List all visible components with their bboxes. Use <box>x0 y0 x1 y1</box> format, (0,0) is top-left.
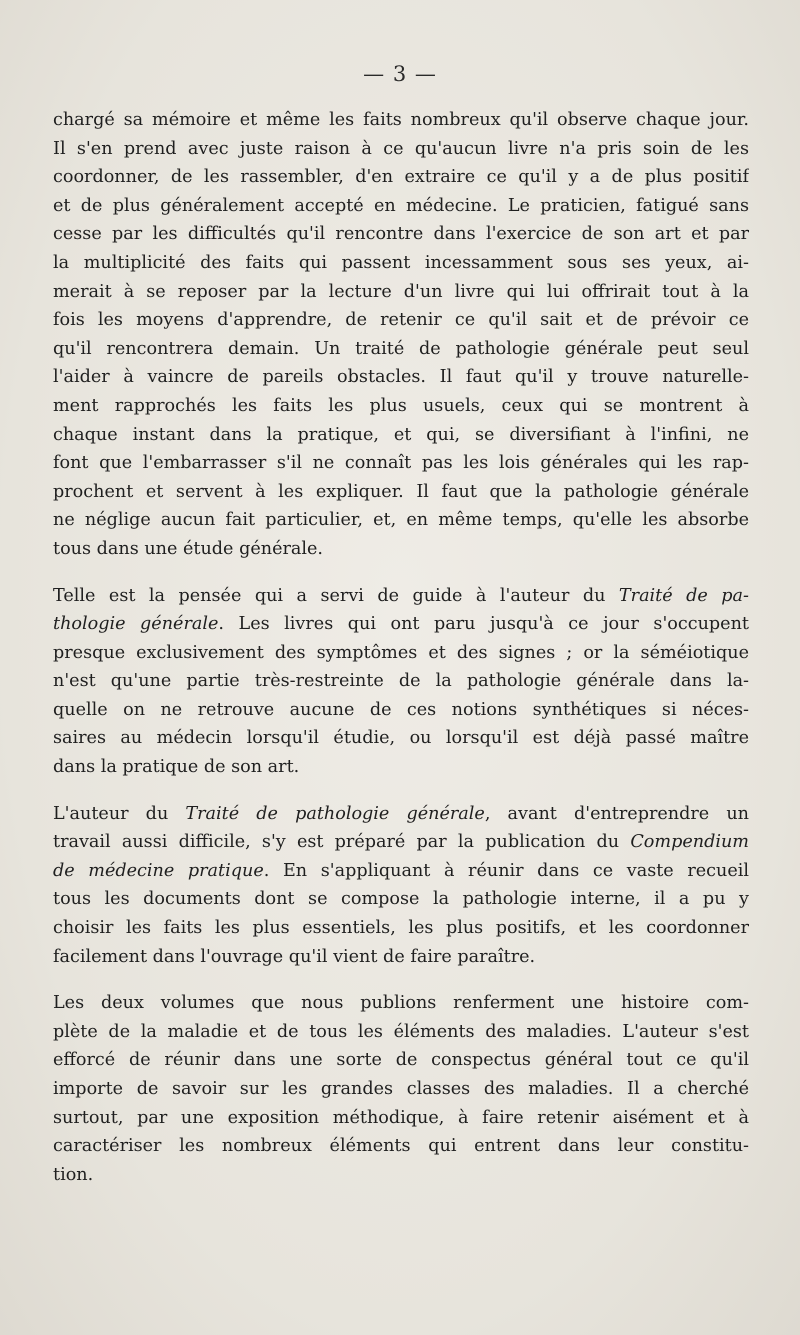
paragraph-4 <box>53 989 749 1189</box>
text-run: L'auteur du <box>53 803 186 824</box>
text-line: tion. <box>53 1164 94 1185</box>
text-line: plète de la maladie et de tous les éléments des maladies. L'auteur s'est <box>53 1021 749 1042</box>
text-line: tous les documents dont se compose la pathologie interne, il a pu y <box>53 889 749 910</box>
italic-title-run: Traité de pathologie générale <box>185 803 485 824</box>
text-line: efforcé de réunir dans une sorte de conspectus général tout ce qu'il <box>53 1050 749 1071</box>
text-line: la multiplicité des faits qui passent incessamment sous ses yeux, ai- <box>53 252 749 273</box>
text-line: prochent et servent à les expliquer. Il faut que la pathologie générale <box>53 481 749 502</box>
text-line: saires au médecin lorsqu'il étudie, ou lorsqu'il est déjà passé maître <box>53 728 749 749</box>
italic-title-run: de médecine pratique <box>53 860 264 881</box>
text-line: caractériser les nombreux éléments qui entrent dans leur constitu- <box>53 1136 749 1157</box>
text-line: cesse par les difficultés qu'il rencontre dans l'exercice de son art et par <box>53 224 749 245</box>
text-line: tous dans une étude générale. <box>53 538 324 559</box>
text-run: . En s'appliquant à réunir dans ce vaste recueil <box>263 860 749 881</box>
text-line: surtout, par une exposition méthodique, à faire retenir aisément et à <box>53 1107 749 1128</box>
body-text <box>53 106 749 1189</box>
paragraph-3 <box>53 800 749 972</box>
italic-title-run: thologie générale <box>53 614 219 635</box>
text-line: presque exclusivement des symptômes et des signes ; or la séméiotique <box>53 642 749 663</box>
paragraph-2 <box>53 582 749 782</box>
text-line <box>53 800 749 829</box>
text-line: quelle on ne retrouve aucune de ces notions synthétiques si néces- <box>53 699 749 720</box>
italic-title-run: Compendium <box>630 832 749 853</box>
text-line: n'est qu'une partie très-restreinte de la pathologie générale dans la- <box>53 671 749 692</box>
text-run: . Les livres qui ont paru jusqu'à ce jour s'occupent <box>218 614 749 635</box>
text-line <box>53 857 749 886</box>
text-line: ment rapprochés les faits les plus usuels, ceux qui se montrent à <box>53 395 749 416</box>
text-line: Il s'en prend avec juste raison à ce qu'aucun livre n'a pris soin de les <box>53 138 749 159</box>
text-line: font que l'embarrasser s'il ne connaît pas les lois générales qui les rap- <box>53 453 749 474</box>
text-line <box>53 610 749 639</box>
text-line: Les deux volumes que nous publions renferment une histoire com- <box>53 993 749 1014</box>
text-line <box>53 828 749 857</box>
text-line: choisir les faits les plus essentiels, les plus positifs, et les coordonner <box>53 918 749 939</box>
text-run: travail aussi difficile, s'y est préparé par la publication du <box>53 832 631 853</box>
text-line: l'aider à vaincre de pareils obstacles. Il faut qu'il y trouve naturelle- <box>53 367 749 388</box>
text-line: qu'il rencontrera demain. Un traité de pathologie générale peut seul <box>53 338 749 359</box>
text-line <box>53 582 749 611</box>
text-line: facilement dans l'ouvrage qu'il vient de faire paraître. <box>53 946 536 967</box>
text-line: importe de savoir sur les grandes classes des maladies. Il a cherché <box>53 1079 749 1099</box>
text-line: et de plus généralement accepté en médecine. Le praticien, fatigué sans <box>53 195 749 216</box>
text-line: merait à se reposer par la lecture d'un livre qui lui offrirait tout à la <box>53 281 749 302</box>
page-number: — 3 — <box>363 62 437 86</box>
text-run: , avant d'entreprendre un <box>484 803 749 824</box>
text-line: fois les moyens d'apprendre, de retenir ce qu'il sait et de prévoir ce <box>53 310 749 331</box>
text-line: ne néglige aucun fait particulier, et, en même temps, qu'elle les absorbe <box>53 510 749 531</box>
italic-title-run: Traité de pa- <box>618 585 749 606</box>
paragraph-1 <box>53 106 749 564</box>
text-line: chargé sa mémoire et même les faits nombreux qu'il observe chaque jour. <box>53 110 749 130</box>
text-line: chaque instant dans la pratique, et qui, se diversifiant à l'infini, ne <box>53 424 749 445</box>
text-line: coordonner, de les rassembler, d'en extraire ce qu'il y a de plus positif <box>53 167 749 188</box>
text-run: Telle est la pensée qui a servi de guide à l'auteur du <box>53 585 619 606</box>
text-line: dans la pratique de son art. <box>53 757 300 778</box>
